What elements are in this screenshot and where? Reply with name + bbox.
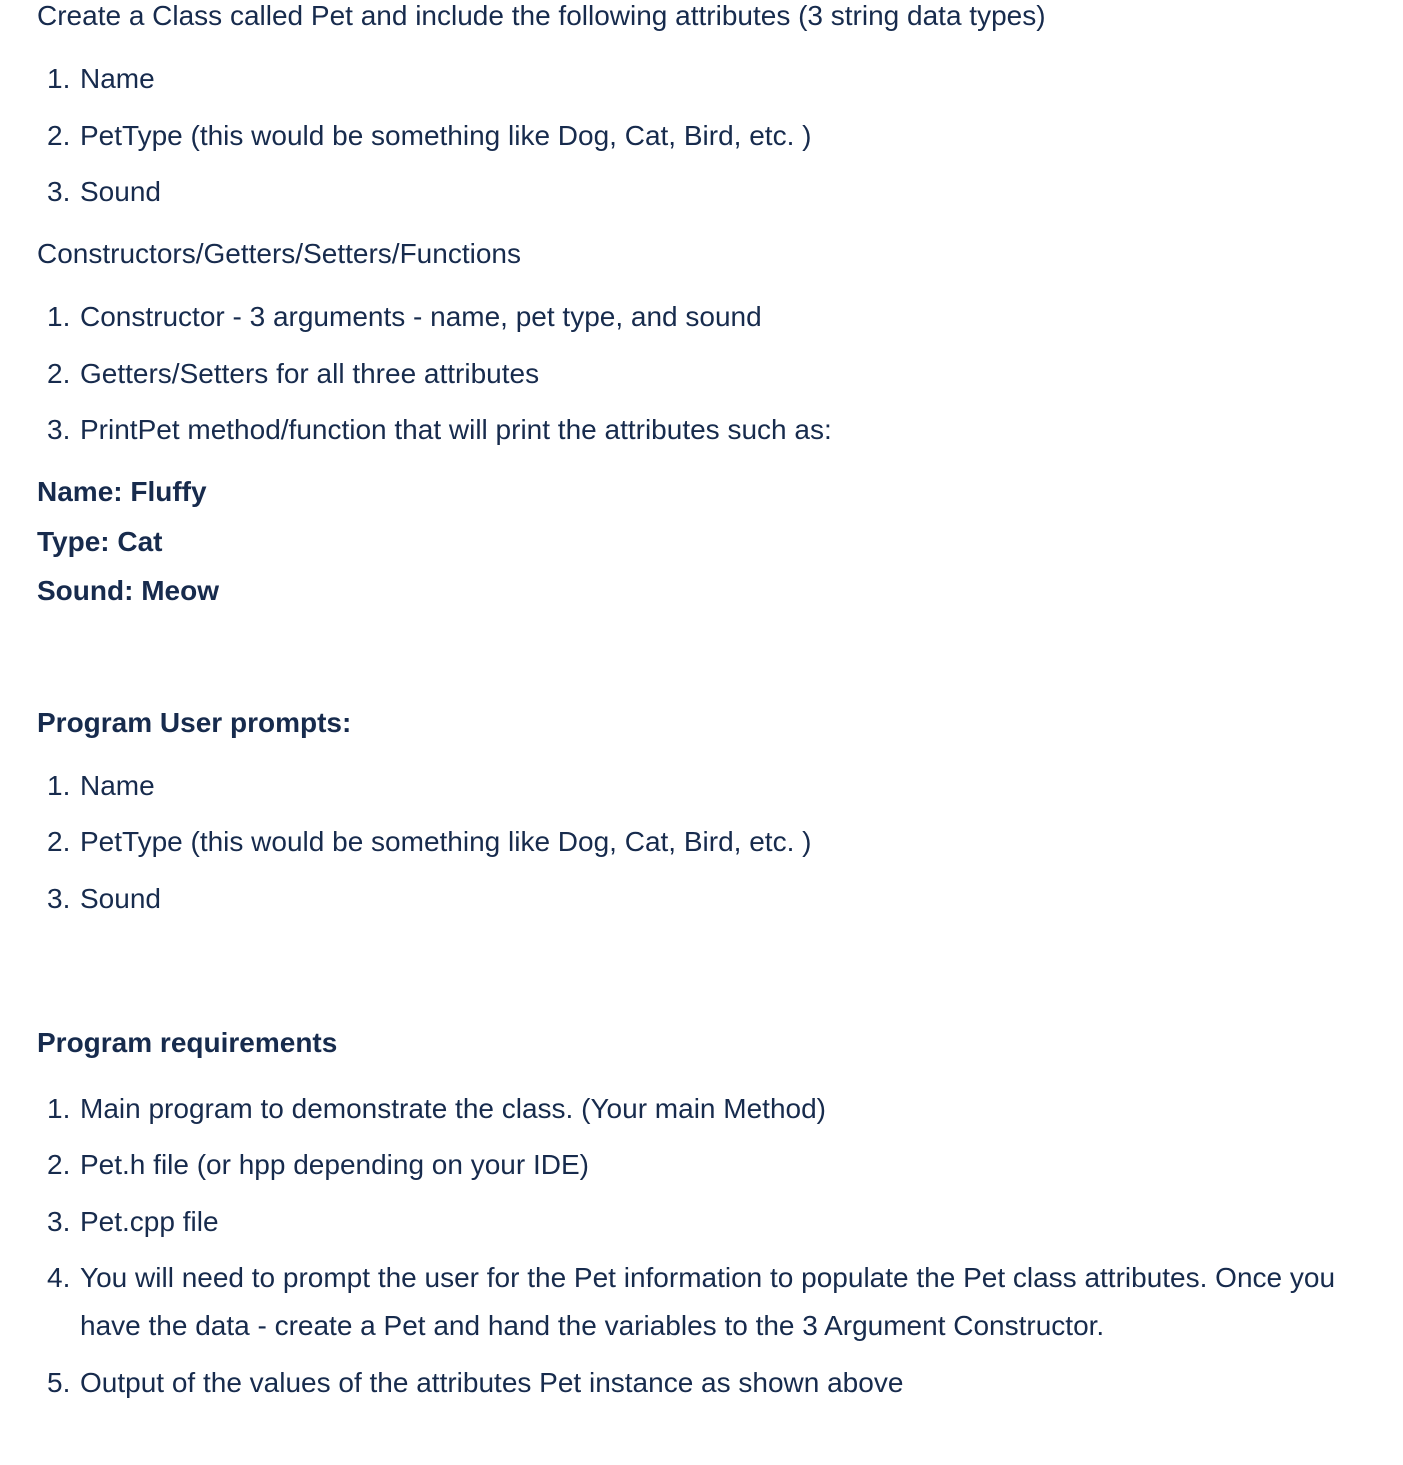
list-item-text: Output of the values of the attributes Pet instance as shown above: [80, 1367, 904, 1398]
list-number: 1.: [47, 769, 71, 801]
list-number: 3.: [47, 176, 71, 207]
list-item-text: PetType (this would be something like Dog, Cat, Bird, etc. ): [80, 826, 812, 857]
list-item-text: Name: [80, 63, 155, 94]
list-item-text: You will need to prompt the user for the Pet information to populate the Pet class attributes. Once you have the data - create a Pet and hand the variables to the 3 Argument Constructor.: [80, 1262, 1336, 1341]
requirements-list: [37, 1089, 1397, 1404]
list-item-text: PetType (this would be something like Dog, Cat, Bird, etc. ): [80, 119, 812, 151]
list-item: [37, 297, 1397, 337]
list-number: 1.: [47, 1092, 71, 1124]
prompts-list: [37, 766, 1397, 919]
document-content: [37, 0, 1397, 1425]
list-number: 2.: [47, 357, 71, 389]
list-number: 3.: [47, 414, 71, 445]
list-item: [37, 1089, 1397, 1129]
list-item-text: Sound: [80, 882, 161, 914]
list-item: [37, 59, 1397, 99]
list-item: [37, 172, 1397, 212]
list-item: [37, 1202, 1397, 1242]
list-item: [37, 766, 1397, 806]
list-item-text: Getters/Setters for all three attributes: [80, 357, 540, 389]
list-item-text: Name: [80, 769, 155, 801]
sample-output: [37, 472, 1397, 611]
list-item: [37, 410, 1397, 450]
list-item-text: Constructor - 3 arguments - name, pet type, and sound: [80, 301, 762, 332]
list-number: 4.: [47, 1262, 71, 1293]
list-number: 1.: [47, 301, 71, 332]
list-item: [37, 822, 1397, 862]
list-number: 2.: [47, 1149, 71, 1180]
sample-output-line: Type: Cat: [37, 525, 163, 557]
sample-output-line: Name: Fluffy: [37, 476, 207, 507]
methods-heading: Constructors/Getters/Setters/Functions: [37, 238, 521, 269]
list-item: [37, 1145, 1397, 1185]
list-item: [37, 1254, 1397, 1350]
list-item: [37, 879, 1397, 919]
list-item: [37, 354, 1397, 394]
list-item-text: PrintPet method/function that will print the attributes such as:: [80, 414, 832, 445]
intro-paragraph: Create a Class called Pet and include the following attributes (3 string data types): [37, 0, 1046, 31]
list-item-text: Pet.cpp file: [80, 1205, 219, 1237]
list-number: 3.: [47, 882, 71, 914]
list-number: 2.: [47, 119, 71, 151]
list-number: 3.: [47, 1205, 71, 1237]
list-item-text: Main program to demonstrate the class. (Your main Method): [80, 1092, 826, 1124]
prompts-heading: Program User prompts:: [37, 706, 352, 738]
spacer: [37, 941, 1397, 1023]
list-number: 1.: [47, 63, 71, 94]
list-item: [37, 1363, 1397, 1403]
list-item-text: Sound: [80, 176, 161, 207]
list-item-text: Pet.h file (or hpp depending on your IDE): [80, 1149, 589, 1180]
requirements-heading: Program requirements: [37, 1026, 338, 1058]
list-item: [37, 116, 1397, 156]
sample-output-line: Sound: Meow: [37, 575, 219, 606]
list-number: 5.: [47, 1367, 71, 1398]
list-number: 2.: [47, 826, 71, 857]
spacer: [37, 621, 1397, 703]
attributes-list: [37, 59, 1397, 212]
methods-list: [37, 297, 1397, 450]
